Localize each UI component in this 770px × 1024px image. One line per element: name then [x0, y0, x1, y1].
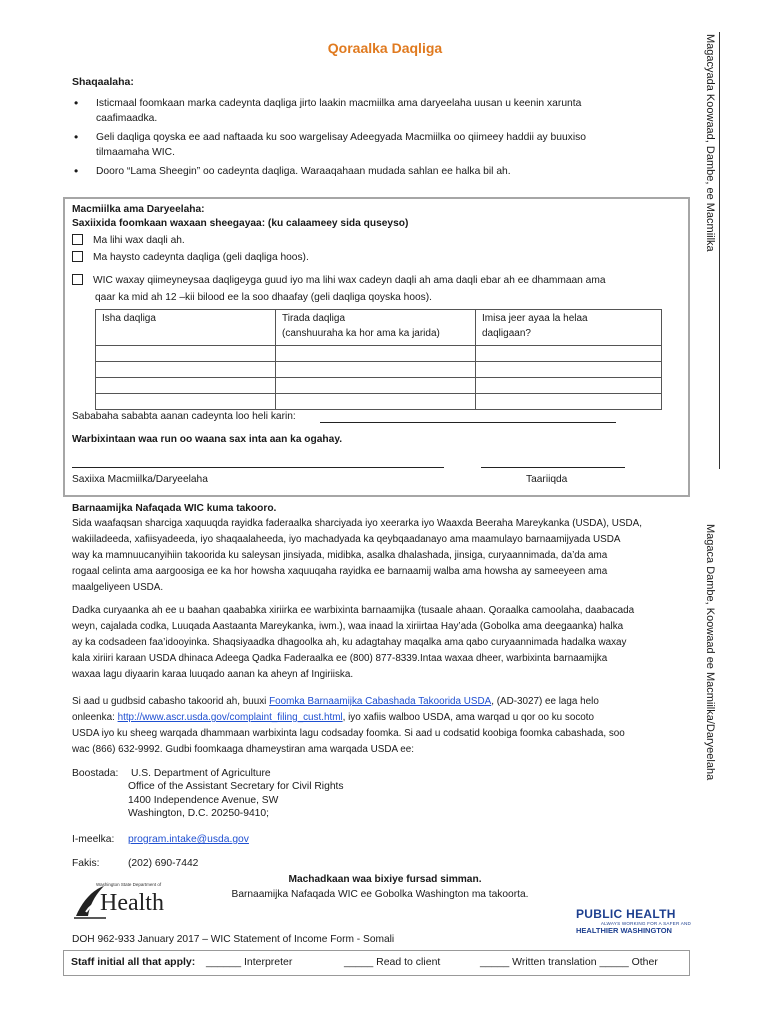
complaint-form-link[interactable]: Foomka Barnaamijka Cabashada Takoorida USDA [269, 696, 492, 707]
staff-instructions-heading: Shaqaalaha: [72, 76, 134, 88]
verification-statement: Warbixintaan waa run oo waana sax inta aan ka ogahay. [72, 434, 343, 445]
staff-instructions-list [72, 96, 662, 183]
instruction-item: • Geli daqliga qoyska ee aad naftaada ku soo wargelisay Adeegyada Macmiilka oo qiimeey haddii ay buuxiso tilmaamaha WIC. [72, 130, 662, 160]
table-row[interactable] [96, 394, 662, 410]
reason-label: Sababaha sababta aanan cadeynta loo heli karin: [72, 411, 296, 422]
side-label-client-name: Magacyada Koowaad, Dambe, ee Macmiilka [704, 34, 716, 252]
doh-health-logo: Washington State Department of Health [72, 882, 182, 922]
reason-input-line[interactable] [320, 422, 616, 423]
nondiscrimination-paragraph-2: Dadka curyaanka ah ee u baahan qaababka xiriirka ee warbixinta barnaamijka (tusaale ahaan. Qoraalka camoolaha, daabacada weyn, cajalada codka, Luuqada Aastaanta Mareykanka, iwm.), waa inaad la xiriirtaa Hay’ada (Gobolka ama deegaanka) halka ay ka codsadeen faa’idooyinka. Shaqsiyaadka dhagoolka ah, ku adagtahay maqalka ama qabo curyaannimada hadalka waxay kala xiriiri karaan USDA dhinaca Adeega Qadka Faderaalka ee (800) 877-8339.Intaa waxaa dheer, warbixinta barnaamijka waxaa lagu diyaarin karaa luuqado aanan ka aheyn af Ingiriiska. [72, 605, 635, 680]
checkbox-icon[interactable] [72, 251, 83, 262]
header-income-amount: Tirada daqliga (canshuuraha ka hor ama ka jarida) [276, 310, 476, 346]
email-link[interactable]: program.intake@usda.gov [128, 834, 249, 845]
checkbox-wic-assessment-cont: qaar ka mid ah 12 –kii bilood ee la soo dhaafay (geli daqliga qoyska hoos). [95, 292, 432, 303]
instruction-item: • Dooro “Lama Sheegin” oo cadeynta daqliga. Waraaqahaan mudada sahlan ee halka bil ah. [72, 164, 662, 179]
table-row[interactable] [96, 346, 662, 362]
checkbox-wic-assessment[interactable]: WIC waxay qiimeyneysaa daqligeyga guud iyo ma lihi wax cadeyn daqli ah ama daqli ebar ah ee dhammaan ama [72, 273, 606, 288]
mail-line-1: U.S. Department of Agriculture [131, 768, 271, 779]
header-income-frequency: Imisa jeer ayaa la helaa daqligaan? [476, 310, 662, 346]
staff-option-written-other[interactable]: _____ Written translation _____ Other [480, 956, 658, 968]
email-label: I-meelka: [72, 834, 115, 845]
mail-line-2: Office of the Assistant Secretary for Civil Rights [128, 781, 344, 792]
document-id: DOH 962-933 January 2017 – WIC Statement of Income Form - Somali [72, 934, 395, 945]
signature-line[interactable] [72, 467, 444, 468]
fax-label: Fakis: [72, 858, 100, 869]
table-header-row [96, 310, 662, 346]
client-subheading: Saxiixida foomkaan waxaan sheegayaa: (ku calaameey sida quseyso) [72, 218, 409, 229]
checkbox-icon[interactable] [72, 234, 83, 245]
mail-line-3: 1400 Independence Avenue, SW [128, 795, 279, 806]
nondiscrimination-paragraph-1: Sida waafaqsan sharciga xaquuqda rayidka faderaalka sharciyada iyo xeerarka iyo Waaxda Beeraha Mareykanka (USDA), USDA, wakiiladeeda, xafiisyadeeda, iyo shaqaalaheeda, iyo machadyada ka qeybqaadanayo ama maamulayo barnaamijyada USDA way ka mamnuucanyihiin takoorida ku saleysan jinsiyada, midibka, asalka dhalashada, jinsiga, curyaannimada, da’da ama rogaal celinta ama aargoosiga ee ka hor howsha xaquuqaha rayidka ee barnaamij walba ama howsha ay sameeyeen ama maalgeliyeen USDA. [72, 518, 642, 593]
mail-line-4: Washington, D.C. 20250-9410; [128, 808, 269, 819]
equal-opportunity-statement: Machadkaan waa bixiye fursad simman. [288, 874, 482, 885]
nondiscrimination-heading: Barnaamijka Nafaqada WIC kuma takooro. [72, 503, 277, 514]
checkbox-icon[interactable] [72, 274, 83, 285]
complaint-url-link[interactable]: http://www.ascr.usda.gov/complaint_filing_cust.html [117, 712, 343, 723]
fax-number: (202) 690-7442 [128, 858, 199, 869]
public-health-logo: PUBLIC HEALTH ALWAYS WORKING FOR A SAFER AND HEALTHIER WASHINGTON [576, 907, 691, 935]
side-divider-top [719, 32, 720, 469]
form-title: Qoraalka Daqliga [327, 40, 443, 56]
instruction-item: • Isticmaal foomkaan marka cadeynta daqliga jirto laakin macmiilka ama daryeelaha uusan u keenin xarunta caafimaadka. [72, 96, 662, 126]
client-heading: Macmiilka ama Daryeelaha: [72, 204, 205, 215]
date-line[interactable] [481, 467, 625, 468]
side-label-caregiver-name: Magaca Dambe, Koowaad ee Macmiilka/Daryeelaha [704, 524, 716, 781]
staff-option-read[interactable]: _____ Read to client [344, 956, 441, 968]
nondiscrimination-paragraph-3: Si aad u gudbsid cabasho takoorid ah, buuxi Foomka Barnaamijka Cabashada Takoorida USDA, (AD-3027) ee laga helo onleenka: http://www.ascr.usda.gov/complaint_filing_cust.html, iyo xafiis walboo USDA, ama warqad u qor oo ku socoto USDA iyo ku sheeg warqada dhammaan warbixinta lagu codsaday foomka. Si aad u codsatid koobiga foomka cabashada, soo wac (866) 632-9992. Gudbi foomkaaga dhameystiran ama warqada USDA ee: [72, 696, 625, 755]
header-income-source: Isha daqliga [96, 310, 276, 346]
staff-initials-label: Staff initial all that apply: [71, 956, 196, 968]
staff-initials-bar [63, 950, 690, 976]
table-row[interactable] [96, 362, 662, 378]
staff-option-interpreter[interactable]: ______ Interpreter [206, 956, 293, 968]
table-row[interactable] [96, 378, 662, 394]
wic-program-statement: Barnaamijka Nafaqada WIC ee Gobolka Washington ma takoorta. [231, 889, 529, 900]
checkbox-no-income[interactable]: Ma lihi wax daqli ah. [72, 233, 185, 248]
date-label: Taariiqda [526, 474, 568, 485]
income-table [95, 309, 662, 410]
mail-label: Boostada: [72, 768, 119, 779]
checkbox-no-proof[interactable]: Ma haysto cadeynta daqliga (geli daqliga hoos). [72, 250, 309, 265]
signature-label: Saxiixa Macmiilka/Daryeelaha [72, 474, 208, 485]
